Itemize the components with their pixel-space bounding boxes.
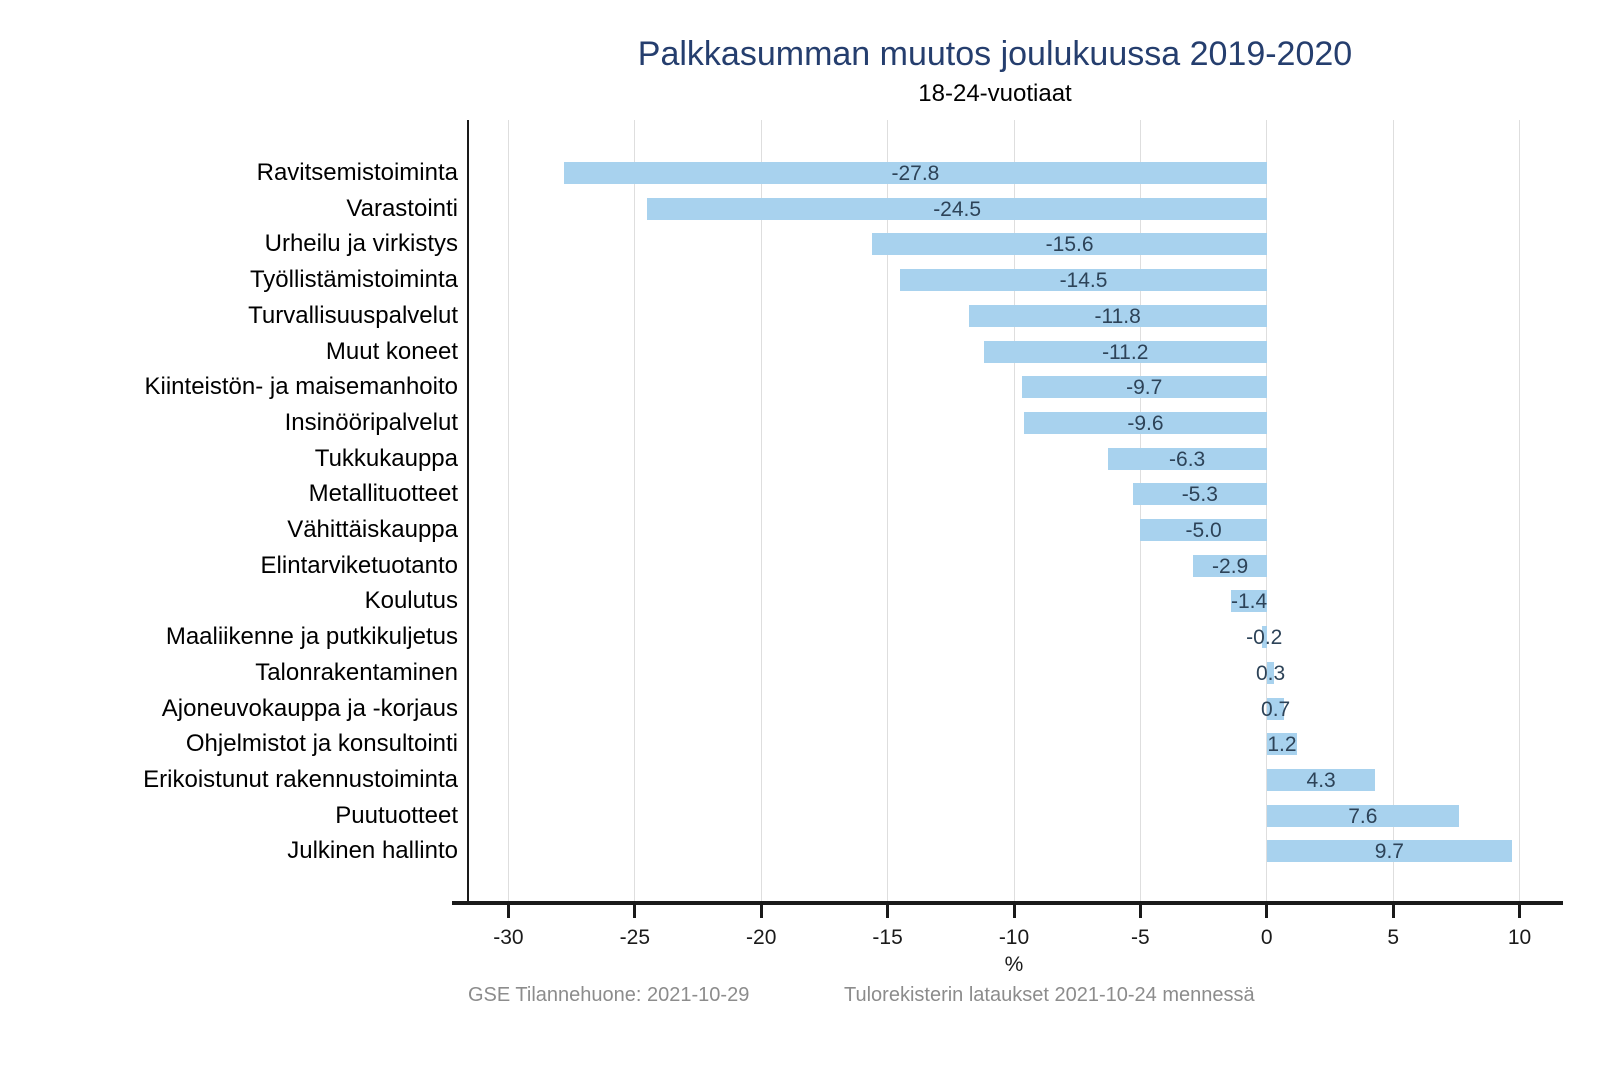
value-label: -9.7: [1126, 376, 1163, 400]
gridline: [761, 120, 762, 901]
value-label: -27.8: [891, 162, 940, 185]
value-label: -2.9: [1212, 554, 1249, 578]
value-label: -5.0: [1185, 519, 1222, 542]
category-label: Turvallisuuspalvelut: [248, 301, 458, 329]
category-label: Kiinteistön- ja maisemanhoito: [144, 373, 458, 401]
value-label: 0.3: [1255, 661, 1286, 685]
category-label: Ajoneuvokauppa ja -korjaus: [161, 694, 458, 722]
y-axis-line: [467, 120, 469, 905]
value-label: -14.5: [1059, 269, 1108, 293]
category-label: Koulutus: [364, 587, 458, 615]
gridline: [1519, 120, 1520, 901]
x-tick-label: -20: [746, 926, 777, 949]
x-tick: [1265, 905, 1268, 918]
value-label: -6.3: [1169, 447, 1206, 471]
chart-title: Palkkasumman muutos joulukuussa 2019-2020: [637, 35, 1353, 73]
x-tick-label: 10: [1507, 926, 1532, 949]
chart-header: [390, 34, 1600, 108]
gridline: [634, 120, 635, 901]
footnote-source: GSE Tilannehuone: 2021-10-29: [468, 984, 750, 1006]
value-label: -15.6: [1045, 233, 1094, 257]
category-label: Erikoistunut rakennustoiminta: [143, 765, 458, 793]
x-axis-line: [452, 901, 1563, 905]
x-tick-label: -5: [1131, 926, 1150, 949]
x-tick-label: -30: [493, 926, 524, 949]
value-label: 9.7: [1374, 840, 1404, 864]
x-tick: [760, 905, 763, 918]
category-label: Työllistämistoiminta: [249, 266, 458, 294]
gridline: [1393, 120, 1394, 901]
x-tick: [1139, 905, 1142, 918]
x-tick: [1013, 905, 1016, 918]
category-label: Insinööripalvelut: [284, 408, 458, 436]
x-tick-label: 0: [1260, 926, 1273, 949]
category-label: Urheilu ja virkistys: [264, 230, 458, 258]
value-label: 4.3: [1306, 768, 1336, 792]
x-tick-label: -15: [872, 926, 903, 949]
category-label: Talonrakentaminen: [255, 658, 458, 686]
category-label: Vähittäiskauppa: [287, 516, 458, 543]
x-tick: [507, 905, 510, 918]
category-label: Ravitsemistoiminta: [256, 159, 458, 186]
category-label: Elintarviketuotanto: [260, 551, 458, 579]
value-label: 7.6: [1348, 804, 1378, 828]
x-tick: [1392, 905, 1395, 918]
value-label: -11.2: [1102, 340, 1149, 364]
gridline: [508, 120, 509, 901]
value-label: -5.3: [1181, 483, 1218, 507]
plot-area: [468, 120, 1560, 901]
category-label: Muut koneet: [325, 337, 458, 365]
value-label: 1.2: [1267, 733, 1297, 757]
x-axis-title: %: [1004, 953, 1024, 976]
value-label: -0.2: [1246, 626, 1283, 650]
category-label: Varastointi: [346, 194, 458, 222]
value-label: -1.4: [1230, 590, 1268, 614]
x-tick: [633, 905, 636, 918]
x-tick: [1518, 905, 1521, 918]
value-label: -9.6: [1127, 411, 1164, 435]
x-tick-label: -10: [998, 926, 1030, 949]
category-label: Ohjelmistot ja konsultointi: [185, 730, 458, 758]
x-tick: [886, 905, 889, 918]
footnote-note: Tulorekisterin lataukset 2021-10-24 mennessä: [844, 984, 1255, 1006]
value-label: -24.5: [933, 197, 982, 221]
category-label: Metallituotteet: [308, 480, 458, 508]
value-label: 0.7: [1261, 697, 1291, 721]
x-tick-label: 5: [1387, 926, 1399, 949]
category-label: Tukkukauppa: [314, 444, 458, 472]
x-tick-label: -25: [619, 926, 650, 949]
category-label: Julkinen hallinto: [287, 837, 458, 865]
category-label: Puutuotteet: [335, 801, 458, 829]
category-label: Maaliikenne ja putkikuljetus: [165, 623, 458, 651]
value-label: -11.8: [1094, 304, 1141, 328]
chart-subtitle: 18-24-vuotiaat: [918, 80, 1072, 107]
